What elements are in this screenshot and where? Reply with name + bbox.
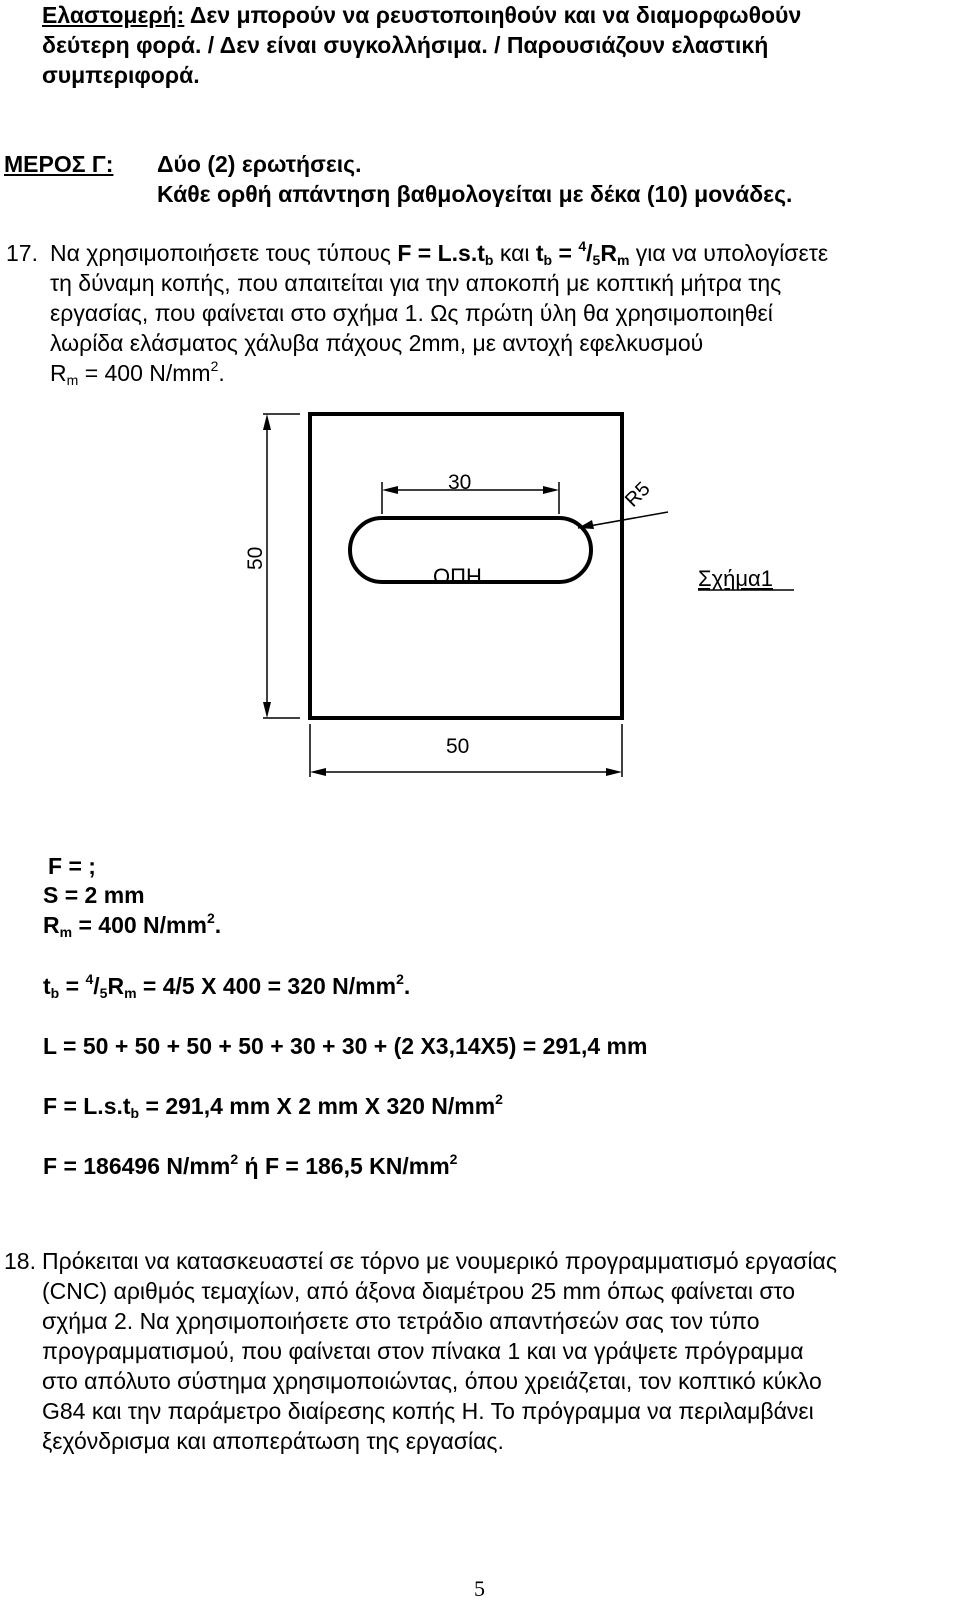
solution-s: S = 2 mm [43,882,145,908]
q17-l5-val: = 400 N/mm [84,360,211,386]
intro-line-3: συμπεριφορά. [42,62,200,88]
solution-rm-sub: m [59,924,73,940]
q17-line-3: εργασίας, που φαίνεται στο σχήμα 1. Ως πρώτη ύλη θα χρησιμοποιηθεί [50,300,773,326]
q17-formula-eq: = [558,240,572,266]
solution-f2-sub: b [130,1105,140,1121]
q18-line-7: ξεχόνδρισμα και αποπεράτωση της εργασίας. [42,1428,504,1454]
q17-number: 17. [6,240,38,266]
q17-formula-slash: / [586,240,593,266]
solution-f3-b: ή F = 186,5 KN/mm [238,1153,450,1179]
part-c-line-2: Κάθε ορθή απάντηση βαθμολογείται με δέκα (10) μονάδες. [157,181,793,207]
solution-f: F = ; [48,853,96,879]
q17-line-2: τη δύναμη κοπής, που απαιτείται για την αποκοπή με κοπτική μήτρα της [50,270,782,296]
solution-f2 [43,1091,503,1121]
figure-caption: Σχήμα1 [698,566,774,591]
hole-label: ΟΠΗ [433,564,482,589]
intro-text-1: Δεν μπορούν να ρευστοποιηθούν και να διαμορφωθούν [189,2,802,28]
q18-line-5: στο απόλυτο σύστημα χρησιμοποιώντας, όπου χρειάζεται, τον κοπτικό κύκλο [42,1368,822,1394]
bottom-dim-arrow-left [310,768,326,776]
solution-tb-sup4: 4 [85,971,94,987]
q17-l5-end: . [218,360,225,386]
q17-formula-t-sub: b [543,252,553,268]
top-dim-arrow-right [543,486,559,494]
q18-number: 18. [4,1248,36,1274]
solution-rm-sup: 2 [206,910,215,926]
solution-tb-sub: b [50,985,60,1001]
q17-formula-f: F = L.s.t [397,240,485,266]
q17-formula-sub5: 5 [592,252,601,268]
left-dim-arrow-bottom [263,702,271,718]
q17-l5-R: R [50,360,67,386]
q17-l5-sub: m [66,372,79,388]
part-c-label: ΜΕΡΟΣ Γ: [4,151,114,177]
solution-tb-end: . [403,973,411,999]
q17-formula-Rsub: m [616,252,630,268]
q18-line-4: προγραμματισμού, που φαίνεται στον πίνακα 1 και να γράψετε πρόγραμμα [42,1338,804,1364]
q18-line-3: σχήμα 2. Να χρησιμοποιήσετε στο τετράδιο απαντήσεών σας τον τύπο [42,1308,760,1334]
q18-line-1: Πρόκειται να κατασκευαστεί σε τόρνο με νουμερικό προγραμματισμό εργασίας [42,1248,837,1274]
solution-tb-Rsub: m [124,985,137,1001]
solution-f3 [43,1151,457,1181]
solution-rm [43,910,221,940]
solution-tb [43,971,410,1001]
solution-tb-t: t [43,973,51,999]
dim-bottom-50: 50 [446,735,470,758]
q18-line-2: (CNC) αριθμός τεμαχίων, από άξονα διαμέτρου 25 mm όπως φαίνεται στο [42,1278,796,1304]
solution-tb-sup2: 2 [396,971,404,987]
part-c-line-1: Δύο (2) ερωτήσεις. [157,151,362,177]
solution-tb-eq: = [59,973,86,999]
q17-formula-f-sub: b [484,252,494,268]
solution-f2-b: = 291,4 mm X 2 mm X 320 N/mm [139,1093,496,1119]
dim-radius-R5: R5 [620,477,655,512]
solution-f2-sup: 2 [495,1091,503,1107]
solution-f2-a: F = L.s.t [43,1093,131,1119]
solution-tb-slash: / [93,973,100,999]
q17-formula-R: R [600,240,617,266]
intro-line-2: δεύτερη φορά. / Δεν είναι συγκολλήσιμα. / Παρουσιάζουν ελαστική [42,32,769,58]
solution-f3-a: F = 186496 N/mm [43,1153,231,1179]
page-number: 5 [474,1576,485,1601]
elastomers-heading: Ελαστομερή: [42,2,185,28]
bottom-dim-arrow-right [606,768,622,776]
solution-f3-sup1: 2 [230,1151,239,1167]
dim-top-30: 30 [448,471,472,494]
solution-rm-val: = 400 N/mm [72,912,207,938]
q17-formula-sup4: 4 [578,238,587,254]
solution-l: L = 50 + 50 + 50 + 50 + 30 + 30 + (2 X3,14X5) = 291,4 mm [43,1033,648,1059]
solution-rm-end: . [214,912,222,938]
q17-l1-and: και [499,240,530,266]
top-dim-arrow-left [382,486,398,494]
q17-l1-text: Να χρησιμοποιήσετε τους τύπους [50,240,391,266]
q17-line-4: λωρίδα ελάσματος χάλυβα πάχους 2mm, με αντοχή εφελκυσμού [50,330,704,356]
left-dim-arrow-top [263,414,271,430]
solution-tb-R: R [107,973,125,999]
solution-rm-R: R [43,912,60,938]
solution-tb-sub5: 5 [99,985,108,1001]
q17-l1-rest: για να υπολογίσετε [635,240,829,266]
solution-f3-sup2: 2 [449,1151,458,1167]
q18-line-6: G84 και την παράμετρο διαίρεσης κοπής Η. Το πρόγραμμα να περιλαμβάνει [42,1398,814,1424]
q17-l5-sup: 2 [210,358,219,374]
solution-tb-rest: = 4/5 X 400 = 320 N/mm [136,973,397,999]
dim-left-50: 50 [244,546,267,570]
q17-formula-t: t [535,240,544,266]
